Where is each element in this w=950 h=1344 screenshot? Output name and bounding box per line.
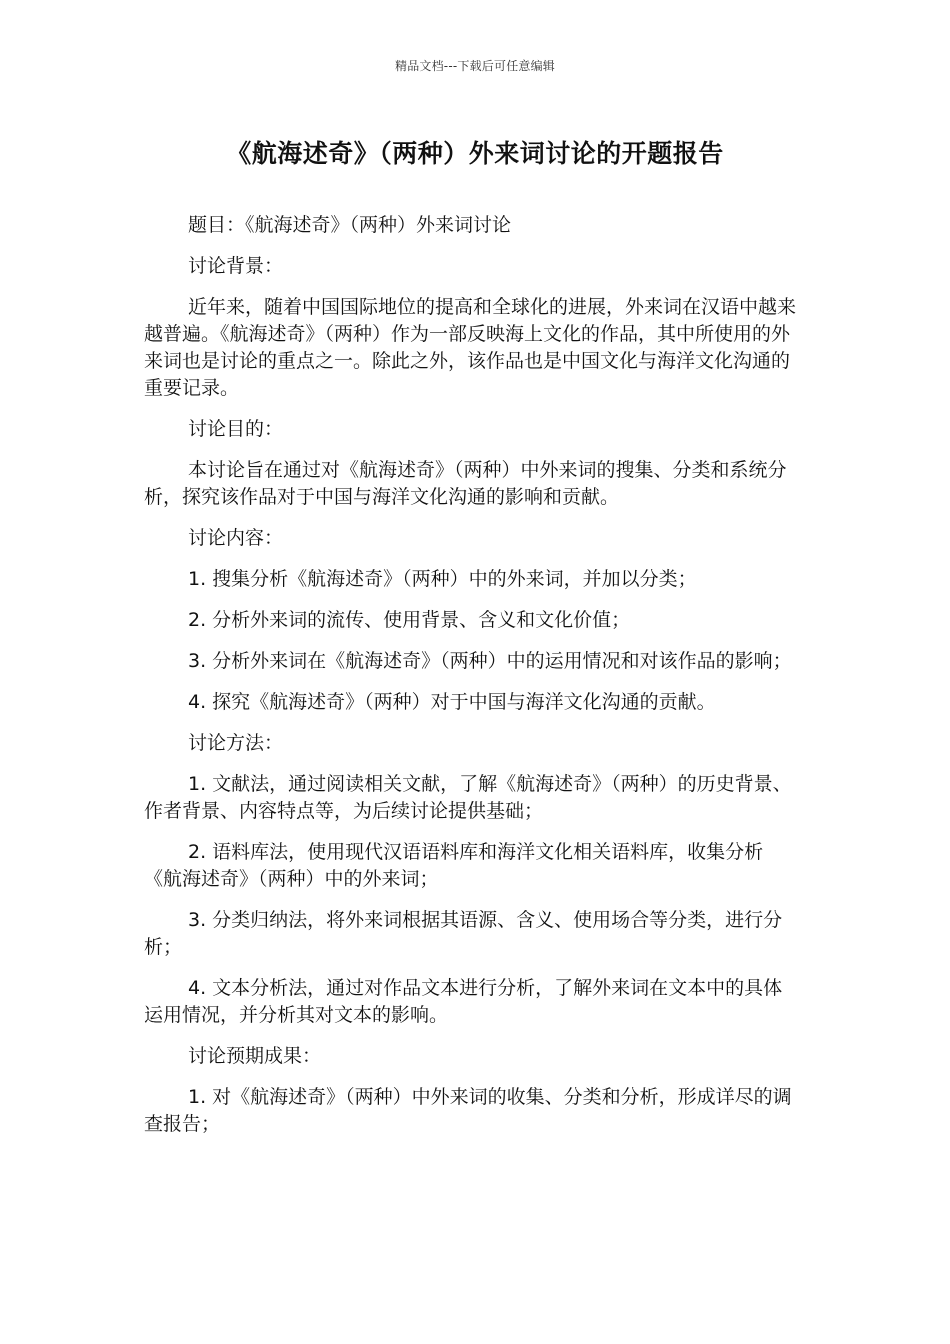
paragraph-purpose: 本讨论旨在通过对《航海述奇》（两种）中外来词的搜集、分类和系统分析，探究该作品对于中国与海洋文化沟通的影响和贡献。 xyxy=(144,459,787,508)
heading-expected-results: 讨论预期成果： xyxy=(188,1045,322,1067)
heading-content: 讨论内容： xyxy=(188,527,284,549)
heading-background: 讨论背景： xyxy=(188,255,284,277)
method-item-2: 2. 语料库法，使用现代汉语语料库和海洋文化相关语料库，收集分析《航海述奇》（两种）中的外来词； xyxy=(144,841,764,890)
method-item-4: 4. 文本分析法，通过对作品文本进行分析，了解外来词在文本中的具体运用情况，并分析其对文本的影响。 xyxy=(144,977,783,1026)
header-note: 精品文档---下载后可任意编辑 xyxy=(395,59,555,73)
content-item-4: 4. 探究《航海述奇》（两种）对于中国与海洋文化沟通的贡献。 xyxy=(188,691,716,713)
heading-purpose: 讨论目的： xyxy=(188,418,284,440)
content-item-3: 3. 分析外来词在《航海述奇》（两种）中的运用情况和对该作品的影响； xyxy=(188,650,792,672)
method-item-1: 1. 文献法，通过阅读相关文献，了解《航海述奇》（两种）的历史背景、作者背景、内容特点等，为后续讨论提供基础； xyxy=(144,773,792,822)
document-title: 《航海述奇》（两种）外来词讨论的开题报告 xyxy=(226,139,724,168)
method-item-3: 3. 分类归纳法，将外来词根据其语源、含义、使用场合等分类，进行分析； xyxy=(144,909,783,958)
heading-method: 讨论方法： xyxy=(188,732,284,754)
content-item-1: 1. 搜集分析《航海述奇》（两种）中的外来词，并加以分类； xyxy=(188,568,697,590)
paragraph-background: 近年来，随着中国国际地位的提高和全球化的进展，外来词在汉语中越来越普遍。《航海述奇》（两种）作为一部反映海上文化的作品，其中所使用的外来词也是讨论的重点之一。除此之外，该作品也是中国文化与海洋文化沟通的重要记录。 xyxy=(144,296,797,399)
paragraph-topic: 题目：《航海述奇》（两种）外来词讨论 xyxy=(188,214,512,236)
document-body xyxy=(144,212,800,1152)
result-item-1: 1. 对《航海述奇》（两种）中外来词的收集、分类和分析，形成详尽的调查报告； xyxy=(144,1086,792,1135)
content-item-2: 2. 分析外来词的流传、使用背景、含义和文化价值； xyxy=(188,609,631,631)
